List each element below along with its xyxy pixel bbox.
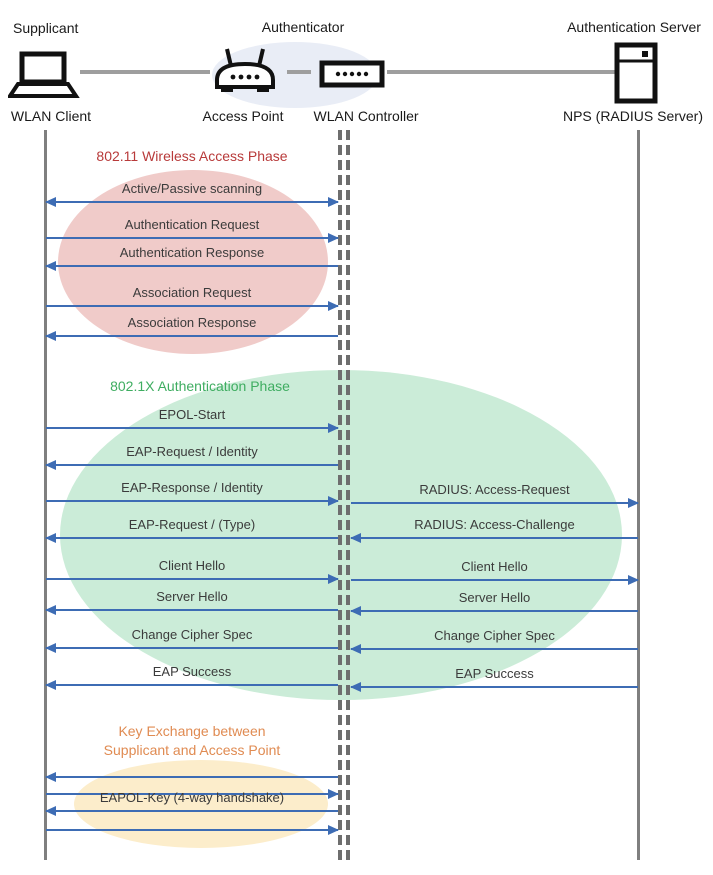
message-label: RADIUS: Access-Challenge (414, 517, 575, 532)
message-r2 (351, 515, 638, 539)
message-label: Association Response (127, 315, 257, 330)
message-m12 (46, 625, 338, 649)
message-label: RADIUS: Access-Request (419, 482, 570, 497)
arrow-line (351, 579, 638, 581)
wlan-controller-icon (319, 60, 385, 88)
message-label: EAPOL-Key (4-way handshake) (99, 790, 285, 805)
arrowhead-left-icon (45, 533, 56, 543)
message-label: Server Hello (458, 590, 531, 605)
arrowhead-left-icon (350, 533, 361, 543)
arrow-line (46, 237, 338, 239)
arrowhead-left-icon (45, 643, 56, 653)
message-m5 (46, 313, 338, 337)
arrow-line (46, 464, 338, 466)
arrowhead-left-icon (45, 460, 56, 470)
arrowhead-left-icon (45, 605, 56, 615)
message-r5 (351, 626, 638, 650)
message-label: Server Hello (156, 589, 228, 604)
message-m1 (46, 179, 338, 203)
phase3-title-line2: Supplicant and Access Point (103, 742, 281, 758)
message-label: EAP Success (455, 666, 534, 681)
access-point-icon (210, 46, 280, 94)
message-m9 (46, 515, 338, 539)
device-label-wlan-controller: WLAN Controller (313, 108, 419, 124)
arrow-line (351, 686, 638, 688)
arrow-line (46, 335, 338, 337)
message-label: EAP Success (152, 664, 232, 679)
arrow-line (46, 265, 338, 267)
device-label-access-point: Access Point (202, 108, 284, 124)
message-m6 (46, 405, 338, 429)
message-m7 (46, 442, 338, 466)
message-m4 (46, 283, 338, 307)
arrowhead-left-icon (45, 331, 56, 341)
arrowhead-right-icon (628, 498, 639, 508)
arrow-line (46, 427, 338, 429)
arrowhead-right-icon (328, 197, 339, 207)
message-m10 (46, 556, 338, 580)
message-label: Association Request (132, 285, 252, 300)
connector-line (287, 70, 311, 74)
lifeline-wlan-controller-dashed (346, 130, 350, 860)
role-label-authentication-server: Authentication Server (567, 19, 701, 35)
arrow-line (46, 305, 338, 307)
arrow-line (46, 537, 338, 539)
phase2-title: 802.1X Authentication Phase (110, 378, 290, 394)
phase3-title-line1: Key Exchange between (118, 723, 266, 739)
message-m11 (46, 587, 338, 611)
message-label: Authentication Request (124, 217, 260, 232)
arrow-line (46, 829, 338, 831)
message-label: Change Cipher Spec (131, 627, 253, 642)
connector-line (80, 70, 210, 74)
arrowhead-left-icon (45, 197, 56, 207)
phase1-title: 802.11 Wireless Access Phase (96, 148, 288, 164)
message-r4 (351, 588, 638, 612)
message-r3 (351, 557, 638, 581)
message-label: Authentication Response (119, 245, 265, 260)
message-label: Client Hello (158, 558, 226, 573)
role-label-authenticator: Authenticator (261, 19, 345, 35)
arrowhead-right-icon (328, 496, 339, 506)
message-r1 (351, 480, 638, 504)
laptop-icon (8, 50, 80, 100)
message-label: EAP-Request / (Type) (128, 517, 256, 532)
message-m13 (46, 662, 338, 686)
arrowhead-right-icon (628, 575, 639, 585)
arrow-line (351, 648, 638, 650)
arrowhead-right-icon (328, 574, 339, 584)
arrowhead-right-icon (328, 301, 339, 311)
arrowhead-right-icon (328, 233, 339, 243)
arrow-line (351, 502, 638, 504)
arrowhead-left-icon (45, 261, 56, 271)
arrow-line (46, 684, 338, 686)
arrow-line (46, 609, 338, 611)
message-m3 (46, 243, 338, 267)
role-label-supplicant: Supplicant (13, 20, 79, 36)
message-label: EAP-Request / Identity (126, 444, 258, 459)
arrowhead-left-icon (45, 680, 56, 690)
device-label-nps-radius-server: NPS (RADIUS Server) (562, 108, 704, 124)
arrowhead-left-icon (350, 682, 361, 692)
message-label: EAP-Response / Identity (121, 480, 263, 495)
arrowhead-left-icon (350, 606, 361, 616)
arrowhead-right-icon (328, 825, 339, 835)
message-m2 (46, 215, 338, 239)
arrow-line (46, 647, 338, 649)
arrowhead-right-icon (328, 423, 339, 433)
message-r6 (351, 664, 638, 688)
message-label: Client Hello (461, 559, 528, 574)
arrow-line (351, 610, 638, 612)
message-label: EPOL-Start (158, 407, 226, 422)
message-m8 (46, 478, 338, 502)
arrow-line (46, 201, 338, 203)
arrow-line (46, 500, 338, 502)
arrow-line (46, 578, 338, 580)
arrowhead-left-icon (350, 644, 361, 654)
arrow-line (351, 537, 638, 539)
message-label: Active/Passive scanning (121, 181, 263, 196)
connector-line (387, 70, 615, 74)
message-label: Change Cipher Spec (434, 628, 555, 643)
message-m17 (46, 807, 338, 831)
server-icon (614, 42, 658, 104)
device-label-wlan-client: WLAN Client (10, 108, 92, 124)
